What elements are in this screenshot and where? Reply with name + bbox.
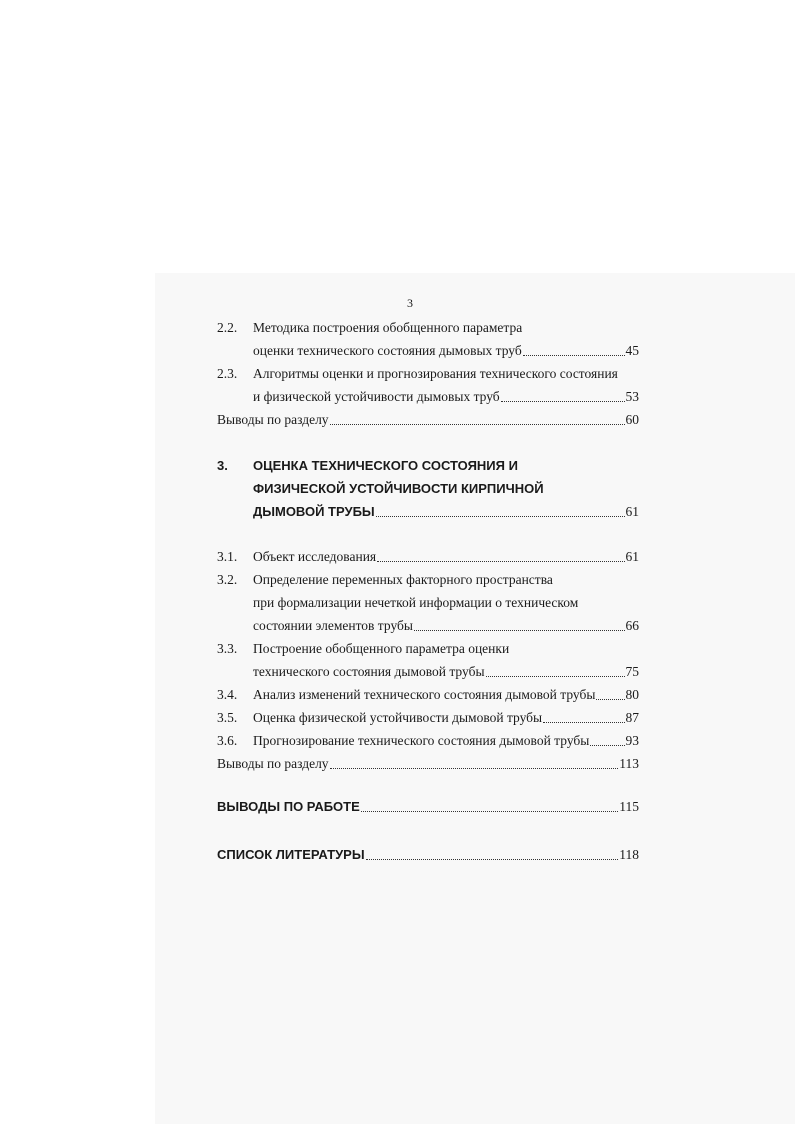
toc-3-2-line1 [217,570,639,590]
toc-ch3-page: 61 [625,504,639,519]
toc-leader-dots [596,699,624,700]
toc-references-title: СПИСОК ЛИТЕРАТУРЫ [217,847,365,862]
toc-leader-dots [366,859,619,860]
toc-2-2-line2 [217,341,639,361]
toc-3-2-line2 [217,593,675,613]
toc-leader-dots [501,401,625,402]
toc-work-conclusions [217,797,639,817]
toc-ch3-line3 [217,502,639,522]
toc-3-3-line1 [217,639,639,659]
toc-3-5 [217,708,639,728]
toc-leader-dots [523,355,625,356]
toc-3-2-number: 3.2. [217,572,238,587]
toc-3-6 [217,731,639,751]
toc-leader-dots [590,745,624,746]
toc-3-2-title-end: состоянии элементов трубы [253,618,413,633]
toc-conclusions-2-title: Выводы по разделу [217,412,329,427]
toc-3-4-number: 3.4. [217,687,238,702]
toc-3-6-number: 3.6. [217,733,238,748]
toc-3-5-page: 87 [625,710,639,725]
toc-ch3-title: ОЦЕНКА ТЕХНИЧЕСКОГО СОСТОЯНИЯ И [253,458,518,473]
toc-2-2-page: 45 [625,343,639,358]
toc-3-1 [217,547,639,567]
toc-ch3-title-cont: ФИЗИЧЕСКОЙ УСТОЙЧИВОСТИ КИРПИЧНОЙ [253,481,544,496]
toc-work-conclusions-title: ВЫВОДЫ ПО РАБОТЕ [217,799,360,814]
toc-3-5-number: 3.5. [217,710,238,725]
toc-conclusions-2-page: 60 [625,412,639,427]
toc-3-3-title-cont: технического состояния дымовой трубы [253,664,485,679]
toc-3-4-page: 80 [625,687,639,702]
toc-2-3-page: 53 [625,389,639,404]
toc-references-page: 118 [619,847,639,862]
toc-leader-dots [330,768,619,769]
toc-ch3-title-end: ДЫМОВОЙ ТРУБЫ [253,504,375,519]
toc-leader-dots [376,516,625,517]
toc-3-5-title: Оценка физической устойчивости дымовой трубы [253,710,543,725]
toc-leader-dots [361,811,618,812]
toc-conclusions-3 [217,754,639,774]
toc-leader-dots [377,561,624,562]
toc-2-2-line1 [217,318,639,338]
toc-3-3-line2 [217,662,639,682]
toc-3-2-line3 [217,616,639,636]
toc-leader-dots [486,676,625,677]
toc-conclusions-3-page: 113 [619,756,639,771]
toc-references [217,845,639,865]
toc-3-4 [217,685,639,705]
toc-conclusions-3-title: Выводы по разделу [217,756,329,771]
toc-2-3-line1 [217,364,639,384]
page-number: 3 [407,296,413,310]
toc-leader-dots [543,722,624,723]
toc-3-4-title: Анализ изменений технического состояния дымовой трубы [253,687,596,702]
toc-ch3-number: 3. [217,458,228,473]
toc-3-3-title: Построение обобщенного параметра оценки [253,641,510,656]
toc-3-2-title-cont: при формализации нечеткой информации о техническом [253,595,579,610]
toc-leader-dots [330,424,625,425]
toc-2-2-title-cont: оценки технического состояния дымовых труб [253,343,522,358]
toc-3-2-page: 66 [625,618,639,633]
toc-3-1-title: Объект исследования [253,549,377,564]
toc-ch3-line2 [217,479,675,499]
toc-2-3-line2 [217,387,639,407]
toc-3-1-number: 3.1. [217,549,238,564]
toc-3-1-page: 61 [625,549,639,564]
toc-conclusions-2 [217,410,639,430]
toc-2-3-number: 2.3. [217,366,238,381]
toc-2-3-title: Алгоритмы оценки и прогнозирования технического состояния [253,366,618,381]
toc-leader-dots [414,630,625,631]
toc-3-6-page: 93 [625,733,639,748]
toc-ch3-line1 [217,456,639,476]
toc-3-3-number: 3.3. [217,641,238,656]
toc-3-3-page: 75 [625,664,639,679]
toc-work-conclusions-page: 115 [619,799,639,814]
toc-2-2-number: 2.2. [217,320,238,335]
toc-2-2-title: Методика построения обобщенного параметра [253,320,523,335]
toc-3-2-title: Определение переменных факторного пространства [253,572,553,587]
toc-3-6-title: Прогнозирование технического состояния дымовой трубы [253,733,590,748]
toc-2-3-title-cont: и физической устойчивости дымовых труб [253,389,500,404]
